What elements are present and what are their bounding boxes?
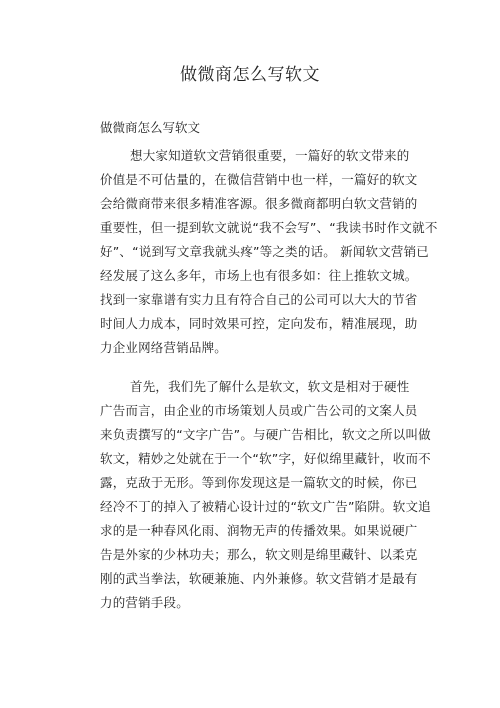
body-line: 价值是不可估量的，在微信营销中也一样，一篇好的软文 — [100, 172, 418, 187]
body-line: 时间人力成本，同时效果可控，定向发布，精准展现，助 — [100, 316, 418, 331]
body-line: 经发展了这么多年，市场上也有很多如：往上推软文城。 — [100, 268, 418, 283]
body-line: 好”、“说到写文章我就头疼”等之类的话。 新闻软文营销已 — [100, 244, 430, 259]
body-line: 会给微商带来很多精准客源。很多微商都明白软文营销的 — [100, 196, 418, 211]
body-line: 找到一家靠谱有实力且有符合自己的公司可以大大的节省 — [100, 292, 418, 307]
body-line: 刚的武当拳法，软硬兼施、内外兼修。软文营销才是最有 — [100, 571, 418, 586]
document-subtitle: 做微商怎么写软文 — [100, 120, 201, 135]
body-line: 来负责撰写的“文字广告”。与硬广告相比，软文之所以叫做 — [100, 427, 431, 442]
body-line: 力的营销手段。 — [100, 595, 189, 610]
body-line: 首先，我们先了解什么是软文，软文是相对于硬性 — [130, 379, 410, 394]
document-title: 做微商怎么写软文 — [180, 65, 320, 85]
body-line: 想大家知道软文营销很重要，一篇好的软文带来的 — [130, 148, 410, 163]
body-line: 经冷不丁的掉入了被精心设计过的“软文广告”陷阱。软文追 — [100, 499, 431, 514]
body-line: 告是外家的少林功夫；那么，软文则是绵里藏针、以柔克 — [100, 547, 418, 562]
body-line: 重要性，但一提到软文就说“我不会写”、“我读书时作文就不 — [100, 220, 438, 235]
body-line: 软文，精妙之处就在于一个“软”字，好似绵里藏针，收而不 — [100, 451, 431, 466]
body-line: 力企业网络营销品牌。 — [100, 340, 228, 355]
body-line: 求的是一种春风化雨、润物无声的传播效果。如果说硬广 — [100, 523, 418, 538]
body-line: 露，克敌于无形。等到你发现这是一篇软文的时候，你已 — [100, 475, 418, 490]
body-line: 广告而言，由企业的市场策划人员或广告公司的文案人员 — [100, 403, 418, 418]
